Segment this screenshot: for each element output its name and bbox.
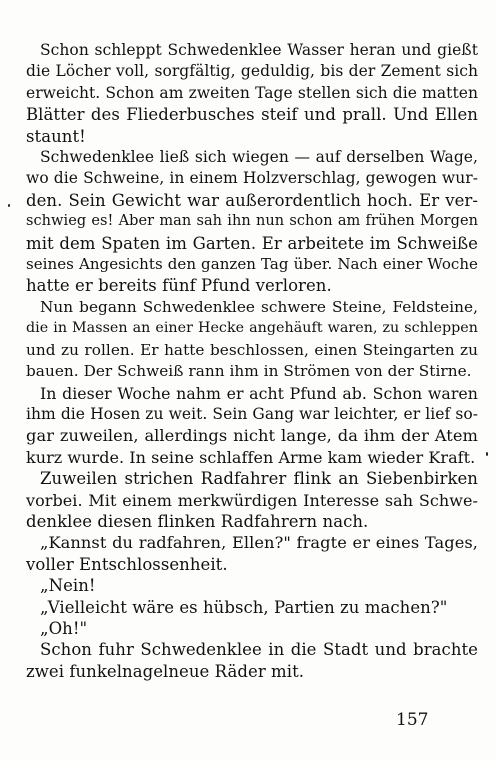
text-line: voller Entschlossenheit. bbox=[26, 554, 228, 574]
text-line: Zuweilen strichen Radfahrer flink an Siebenbirken bbox=[40, 469, 478, 489]
text-line: bauen. Der Schweiß rann ihm in Strömen von der Stirne. bbox=[26, 362, 472, 381]
text-line: mit dem Spaten im Garten. Er arbeitete im Schweiße bbox=[26, 233, 478, 253]
text-line: staunt! bbox=[26, 126, 86, 146]
text-line: schwieg es! Aber man sah ihn nun schon am frühen Morgen bbox=[26, 213, 478, 230]
body-text bbox=[26, 40, 478, 682]
text-line: den. Sein Gewicht war außerordentlich hoch. Er ver- bbox=[26, 190, 478, 210]
text-line: Schon schleppt Schwedenklee Wasser heran und gießt bbox=[40, 41, 478, 59]
text-line: und zu rollen. Er hatte beschlossen, einen Steingarten zu bbox=[26, 340, 478, 359]
text-line: Schon fuhr Schwedenklee in die Stadt und brachte bbox=[40, 640, 478, 660]
text-line: wo die Schweine, in einem Holzverschlag, gewogen wur- bbox=[26, 169, 478, 188]
text-line: ihm die Hosen zu weit. Sein Gang war leichter, er lief so- bbox=[26, 404, 478, 423]
text-line: „Kannst du radfahren, Ellen?" fragte er eines Tages, bbox=[40, 533, 478, 553]
text-line: Schwedenklee ließ sich wiegen — auf derselben Wage, bbox=[40, 148, 478, 167]
text-line: die Löcher voll, sorgfältig, geduldig, bis der Zement sich bbox=[26, 62, 478, 81]
text-line: hatte er bereits fünf Pfund verloren. bbox=[26, 276, 332, 296]
text-line: In dieser Woche nahm er acht Pfund ab. Schon waren bbox=[40, 383, 478, 403]
text-line: seines Angesichts den ganzen Tag über. Nach einer Woche bbox=[26, 255, 478, 274]
text-line: die in Massen an einer Hecke angehäuft waren, zu schleppen bbox=[26, 320, 478, 337]
text-line: erweicht. Schon am zweiten Tage stellen sich die matten bbox=[26, 83, 478, 102]
page-number: 157 bbox=[396, 710, 429, 730]
text-line: „Nein! bbox=[40, 576, 96, 596]
text-line: kurz wurde. In seine schlaffen Arme kam wieder Kraft. bbox=[26, 447, 476, 467]
text-line: „Oh!" bbox=[40, 618, 88, 638]
text-line: Nun begann Schwedenklee schwere Steine, Feldsteine, bbox=[40, 297, 478, 316]
text-line: zwei funkelnagelneue Räder mit. bbox=[26, 661, 305, 681]
text-line: Blätter des Fliederbusches steif und prall. Und Ellen bbox=[26, 105, 478, 125]
text-line: „Vielleicht wäre es hübsch, Partien zu machen?" bbox=[40, 597, 448, 617]
scan-speck bbox=[8, 204, 10, 207]
text-line: denklee diesen flinken Radfahrern nach. bbox=[26, 511, 369, 531]
text-line: vorbei. Mit einem merkwürdigen Interesse sah Schwe- bbox=[26, 490, 478, 510]
text-line: gar zuweilen, allerdings nicht lange, da ihm der Atem bbox=[26, 426, 478, 446]
scan-speck bbox=[486, 452, 488, 456]
